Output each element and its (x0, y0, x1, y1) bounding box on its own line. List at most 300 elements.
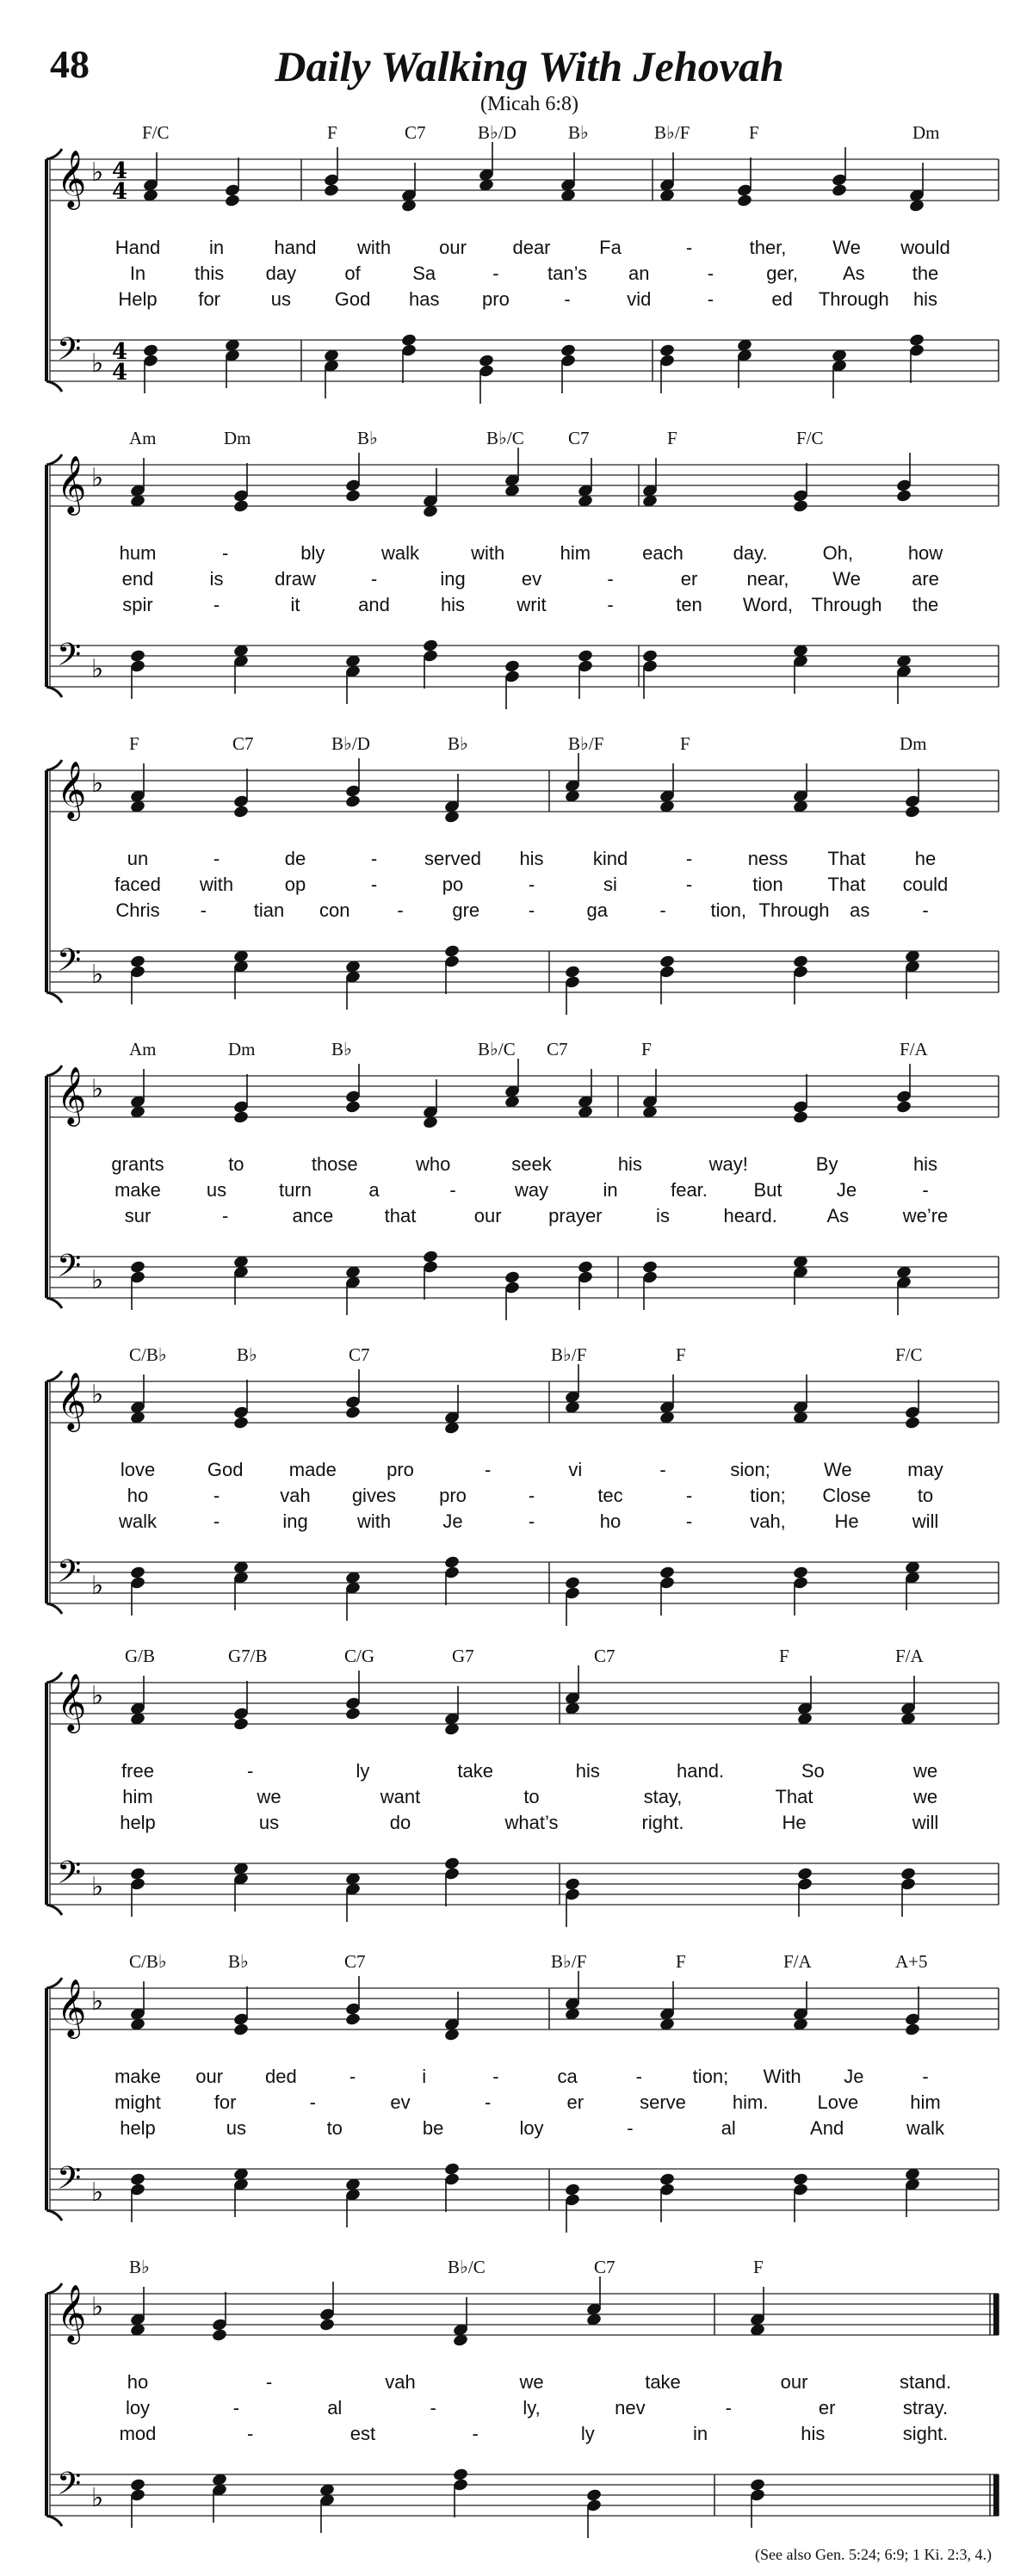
system-1 (0, 120, 1033, 422)
chord-symbol: C7 (344, 1951, 366, 1972)
key-signature-flat-icon: ♭ (91, 1074, 104, 1104)
lyric-syllable-verse-3: to (326, 2117, 343, 2139)
staff-lines (0, 2255, 1033, 2556)
treble-note-head (904, 2023, 920, 2037)
lyric-syllable-verse-2: turn (279, 1179, 312, 1201)
key-signature-flat-icon: ♭ (91, 654, 104, 684)
lyric-syllable-verse-1: hand (274, 237, 317, 258)
lyric-syllable-verse-3: - (707, 288, 714, 310)
lyric-syllable-verse-2: - (232, 2397, 240, 2418)
staff-lines (0, 1644, 1033, 1945)
lyric-syllable-verse-1: with (471, 542, 505, 564)
lyric-syllable-verse-1: ho (127, 2371, 149, 2393)
chord-symbol: F/A (895, 1646, 924, 1666)
lyric-syllable-verse-1: - (247, 1760, 254, 1782)
chord-symbol: B♭/F (551, 1344, 587, 1365)
lyric-syllable-verse-3: ed (771, 288, 793, 310)
lyric-syllable-verse-2: - (492, 263, 499, 284)
time-signature-top: 4 (112, 339, 128, 365)
bass-clef-icon: 𝄢 (57, 2160, 82, 2204)
lyric-syllable-verse-2: might (114, 2091, 161, 2113)
lyric-syllable-verse-3: help (120, 2117, 156, 2139)
treble-note-head (211, 2328, 227, 2343)
lyric-syllable-verse-2: ger, (766, 263, 798, 284)
lyric-syllable-verse-2: this (195, 263, 225, 284)
bracket-bottom-hook (46, 992, 62, 1003)
lyric-syllable-verse-1: way! (708, 1153, 748, 1175)
chord-symbol: Dm (900, 733, 927, 754)
bracket-bottom-hook (46, 687, 62, 697)
system-4 (0, 1037, 1033, 1338)
chord-symbol: Dm (224, 428, 251, 448)
lyric-syllable-verse-2: faced (114, 874, 161, 895)
lyric-syllable-verse-3: heard. (723, 1205, 777, 1226)
chord-symbol: B♭/C (478, 1039, 516, 1059)
lyric-syllable-verse-3: sight. (902, 2423, 949, 2444)
lyric-syllable-verse-3: his (801, 2423, 826, 2444)
key-signature-flat-icon: ♭ (91, 349, 104, 379)
system-3 (0, 732, 1033, 1033)
lyric-syllable-verse-1: With (763, 2066, 801, 2087)
key-signature-flat-icon: ♭ (91, 2483, 104, 2513)
lyric-syllable-verse-3: in (693, 2423, 708, 2444)
lyric-syllable-verse-1: may (907, 1459, 943, 1480)
lyric-syllable-verse-2: could (902, 874, 949, 895)
chord-symbol: B♭ (129, 2257, 150, 2277)
lyric-syllable-verse-1: - (221, 542, 229, 564)
chord-symbol: C/B♭ (129, 1344, 167, 1365)
lyric-syllable-verse-2: er (818, 2397, 836, 2418)
lyric-syllable-verse-1: ded (265, 2066, 297, 2087)
lyric-syllable-verse-3: walk (906, 2117, 945, 2139)
lyric-syllable-verse-2: of (344, 263, 361, 284)
lyric-syllable-verse-1: take (645, 2371, 681, 2393)
lyric-syllable-verse-1: kind (592, 848, 628, 869)
chord-symbol: G/B (125, 1646, 156, 1666)
lyric-syllable-verse-3: - (213, 594, 220, 615)
lyric-syllable-verse-2: - (309, 2091, 316, 2113)
chord-symbol: Am (129, 428, 157, 448)
lyric-syllable-verse-1: his (617, 1153, 642, 1175)
lyric-syllable-verse-3: right. (641, 1812, 684, 1833)
chord-symbol: C7 (349, 1344, 370, 1365)
treble-note-head (344, 1100, 361, 1115)
lyric-syllable-verse-2: But (753, 1179, 782, 1201)
lyric-syllable-verse-2: to (917, 1485, 934, 1506)
lyric-syllable-verse-2: - (685, 1485, 693, 1506)
lyric-syllable-verse-3: spir (122, 594, 153, 615)
lyric-syllable-verse-3: vah, (750, 1510, 786, 1532)
bracket-bottom-hook (46, 381, 62, 392)
lyric-syllable-verse-1: day. (733, 542, 768, 564)
lyric-syllable-verse-2: That (827, 874, 866, 895)
lyric-syllable-verse-1: Oh, (822, 542, 854, 564)
chord-symbol: Dm (912, 122, 940, 143)
lyric-syllable-verse-1: him (560, 542, 591, 564)
chord-symbol: F (676, 1344, 686, 1365)
chord-symbol: F (676, 1951, 686, 1972)
bass-clef-icon: 𝄢 (57, 1554, 82, 1597)
chord-symbol: B♭/F (654, 122, 690, 143)
lyric-syllable-verse-3: with (356, 1510, 392, 1532)
lyric-syllable-verse-1: with (356, 237, 392, 258)
lyric-syllable-verse-1: That (827, 848, 866, 869)
lyric-syllable-verse-3: ing (282, 1510, 308, 1532)
chord-symbol: C/B♭ (129, 1951, 167, 1972)
chord-symbol: G7/B (228, 1646, 268, 1666)
chord-symbol: B♭/C (448, 2257, 486, 2277)
lyric-syllable-verse-3: Through (811, 594, 882, 615)
chord-symbol: F/A (783, 1951, 812, 1972)
key-signature-flat-icon: ♭ (91, 158, 104, 188)
lyric-syllable-verse-3: - (922, 899, 929, 921)
lyric-syllable-verse-1: tion; (692, 2066, 729, 2087)
lyric-syllable-verse-3: He (834, 1510, 859, 1532)
chord-symbol: A+5 (895, 1951, 928, 1972)
lyric-syllable-verse-1: i (422, 2066, 427, 2087)
lyric-syllable-verse-1: So (801, 1760, 825, 1782)
chord-symbol: B♭/D (478, 122, 516, 143)
treble-note-head (736, 194, 752, 208)
chord-symbol: B♭ (228, 1951, 249, 1972)
lyric-syllable-verse-3: our (473, 1205, 502, 1226)
treble-clef-icon: 𝄞 (57, 454, 87, 513)
treble-clef-icon: 𝄞 (57, 2283, 87, 2342)
chord-symbol: F (680, 733, 690, 754)
lyric-syllable-verse-3: his (912, 288, 938, 310)
lyric-syllable-verse-3: Through (758, 899, 830, 921)
lyric-syllable-verse-2: po (442, 874, 464, 895)
chord-symbol: B♭ (568, 122, 589, 143)
system-6 (0, 1644, 1033, 1945)
lyric-syllable-verse-2: stay, (643, 1786, 683, 1807)
chord-symbol: C/G (344, 1646, 375, 1666)
lyric-syllable-verse-2: day (265, 263, 297, 284)
treble-note-head (232, 805, 249, 819)
key-signature-flat-icon: ♭ (91, 1872, 104, 1902)
treble-note-head (792, 499, 808, 514)
lyric-syllable-verse-3: Help (118, 288, 158, 310)
lyric-syllable-verse-2: for (213, 2091, 237, 2113)
lyric-syllable-verse-1: our (439, 237, 467, 258)
lyric-syllable-verse-2: - (484, 2091, 492, 2113)
lyric-syllable-verse-1: each (642, 542, 684, 564)
treble-note-head (319, 2318, 335, 2332)
lyric-syllable-verse-2: him (910, 2091, 941, 2113)
lyric-syllable-verse-3: us (258, 1812, 280, 1833)
lyric-syllable-verse-2: - (528, 1485, 535, 1506)
lyric-syllable-verse-3: gre (452, 899, 480, 921)
lyric-syllable-verse-3: as (850, 899, 870, 921)
lyric-syllable-verse-3: ten (676, 594, 702, 615)
lyric-syllable-verse-3: - (213, 1510, 220, 1532)
key-signature-flat-icon: ♭ (91, 960, 104, 990)
lyric-syllable-verse-3: writ (516, 594, 547, 615)
lyric-syllable-verse-1: make (114, 2066, 161, 2087)
lyric-syllable-verse-3: we’re (902, 1205, 949, 1226)
lyric-syllable-verse-2: ly, (523, 2397, 541, 2418)
lyric-syllable-verse-3: us (270, 288, 291, 310)
bass-clef-icon: 𝄢 (57, 1855, 82, 1899)
treble-note-head (344, 1707, 361, 1721)
lyric-syllable-verse-1: sion; (730, 1459, 770, 1480)
lyric-syllable-verse-3: - (200, 899, 207, 921)
lyric-syllable-verse-3: the (912, 594, 939, 615)
staff-lines (0, 426, 1033, 727)
lyric-syllable-verse-1: our (780, 2371, 808, 2393)
key-signature-flat-icon: ♭ (91, 1265, 104, 1295)
lyric-syllable-verse-1: pro (387, 1459, 414, 1480)
lyric-syllable-verse-1: - (213, 848, 220, 869)
treble-note-head (904, 1416, 920, 1430)
chord-symbol: F (749, 122, 759, 143)
lyric-syllable-verse-2: we (257, 1786, 281, 1807)
treble-note-head (344, 489, 361, 503)
key-signature-flat-icon: ♭ (91, 463, 104, 493)
lyric-syllable-verse-2: us (206, 1179, 227, 1201)
lyric-syllable-verse-2: That (775, 1786, 813, 1807)
lyric-syllable-verse-2: - (685, 874, 693, 895)
key-signature-flat-icon: ♭ (91, 2178, 104, 2208)
lyric-syllable-verse-1: how (907, 542, 943, 564)
lyric-syllable-verse-3: - (627, 2117, 634, 2139)
lyric-syllable-verse-1: grants (111, 1153, 164, 1175)
key-signature-flat-icon: ♭ (91, 1571, 104, 1601)
lyric-syllable-verse-3: ga (586, 899, 608, 921)
system-7 (0, 1949, 1033, 2251)
lyric-syllable-verse-2: - (370, 568, 378, 590)
lyric-syllable-verse-2: tion; (750, 1485, 786, 1506)
treble-clef-icon: 𝄞 (57, 1371, 87, 1430)
lyric-syllable-verse-2: op (284, 874, 306, 895)
treble-note-head (792, 1110, 808, 1125)
treble-clef-icon: 𝄞 (57, 760, 87, 819)
chord-symbol: B♭/D (331, 733, 370, 754)
chord-symbol: B♭/F (551, 1951, 587, 1972)
lyric-syllable-verse-1: - (370, 848, 378, 869)
lyric-syllable-verse-2: Love (817, 2091, 859, 2113)
staff-lines (0, 120, 1033, 422)
lyric-syllable-verse-3: - (659, 899, 666, 921)
lyric-syllable-verse-2: want (380, 1786, 421, 1807)
lyric-syllable-verse-2: him. (732, 2091, 769, 2113)
lyric-syllable-verse-2: nev (615, 2397, 646, 2418)
time-signature-bottom: 4 (112, 360, 128, 386)
lyric-syllable-verse-3: vid (627, 288, 652, 310)
chord-symbol: C7 (547, 1039, 568, 1059)
staff-lines (0, 1343, 1033, 1644)
chord-symbol: F (129, 733, 139, 754)
lyric-syllable-verse-3: for (198, 288, 221, 310)
lyric-syllable-verse-1: - (265, 2371, 273, 2393)
lyric-syllable-verse-2: fear. (671, 1179, 708, 1201)
lyric-syllable-verse-1: seek (511, 1153, 552, 1175)
bracket-bottom-hook (46, 2516, 62, 2526)
chord-symbol: F (779, 1646, 789, 1666)
lyric-syllable-verse-2: near, (746, 568, 789, 590)
bass-clef-icon: 𝄢 (57, 2466, 82, 2510)
treble-note-head (232, 1110, 249, 1125)
lyric-syllable-verse-1: - (659, 1459, 666, 1480)
lyric-syllable-verse-1: his (519, 848, 544, 869)
treble-note-head (323, 183, 339, 198)
lyric-syllable-verse-3: walk (118, 1510, 158, 1532)
lyric-syllable-verse-3: As (826, 1205, 850, 1226)
lyric-syllable-verse-1: hum (119, 542, 157, 564)
lyric-syllable-verse-3: - (247, 2423, 254, 2444)
lyric-syllable-verse-1: un (127, 848, 149, 869)
lyric-syllable-verse-1: we (912, 1760, 938, 1782)
lyric-syllable-verse-1: stand. (900, 2371, 951, 2393)
lyric-syllable-verse-2: way (514, 1179, 549, 1201)
treble-note-head (232, 1717, 249, 1732)
treble-clef-icon: 𝄞 (57, 149, 87, 207)
lyric-syllable-verse-3: and (358, 594, 390, 615)
time-signature-top: 4 (112, 158, 128, 184)
lyric-syllable-verse-2: Close (822, 1485, 871, 1506)
lyric-syllable-verse-2: - (528, 874, 535, 895)
lyric-syllable-verse-2: draw (275, 568, 316, 590)
lyric-syllable-verse-2: loy (125, 2397, 151, 2418)
lyric-syllable-verse-2: Sa (412, 263, 436, 284)
chord-symbol: B♭/C (486, 428, 524, 448)
lyric-syllable-verse-1: ness (747, 848, 789, 869)
treble-note-head (232, 1416, 249, 1430)
bracket-bottom-hook (46, 2210, 62, 2221)
bracket-bottom-hook (46, 1905, 62, 1915)
lyric-syllable-verse-2: a (368, 1179, 380, 1201)
lyric-syllable-verse-3: loy (519, 2117, 544, 2139)
chord-symbol: C7 (232, 733, 254, 754)
key-signature-flat-icon: ♭ (91, 1986, 104, 2017)
chord-symbol: G7 (452, 1646, 474, 1666)
treble-note-head (232, 499, 249, 514)
lyric-syllable-verse-1: to (228, 1153, 244, 1175)
treble-clef-icon: 𝄞 (57, 1978, 87, 2036)
lyric-syllable-verse-3: - (528, 899, 535, 921)
scripture-footnote: (See also Gen. 5:24; 6:9; 1 Ki. 2:3, 4.) (755, 2546, 992, 2563)
lyric-syllable-verse-1: in (208, 237, 225, 258)
lyric-syllable-verse-1: de (284, 848, 306, 869)
chord-symbol: C7 (594, 2257, 615, 2277)
lyric-syllable-verse-1: - (685, 237, 693, 258)
lyric-syllable-verse-3: will (912, 1510, 939, 1532)
lyric-syllable-verse-3: Je (442, 1510, 463, 1532)
treble-note-head (904, 805, 920, 819)
lyric-syllable-verse-1: made (288, 1459, 337, 1480)
scripture-reference: (Micah 6:8) (480, 93, 578, 115)
lyric-syllable-verse-2: - (213, 1485, 220, 1506)
lyric-syllable-verse-3: what’s (504, 1812, 559, 1833)
lyric-syllable-verse-1: - (685, 848, 693, 869)
lyric-syllable-verse-2: er (566, 2091, 585, 2113)
lyric-syllable-verse-1: ther, (749, 237, 787, 258)
chord-symbol: Am (129, 1039, 157, 1059)
hymn-number: 48 (50, 42, 90, 86)
chord-symbol: F/C (796, 428, 824, 448)
lyric-syllable-verse-3: sur (124, 1205, 152, 1226)
chord-symbol: C7 (594, 1646, 615, 1666)
system-5 (0, 1343, 1033, 1644)
lyric-syllable-verse-1: our (195, 2066, 224, 2087)
lyric-syllable-verse-2: pro (439, 1485, 467, 1506)
lyric-syllable-verse-2: are (912, 568, 939, 590)
chord-symbol: B♭/F (568, 733, 604, 754)
lyric-syllable-verse-3: - (528, 1510, 535, 1532)
lyric-syllable-verse-3: Word, (742, 594, 794, 615)
lyric-syllable-verse-2: an (628, 263, 650, 284)
bracket-bottom-hook (46, 1603, 62, 1614)
lyric-syllable-verse-1: Je (844, 2066, 864, 2087)
chord-symbol: F (641, 1039, 652, 1059)
lyric-syllable-verse-1: - (922, 2066, 929, 2087)
lyric-syllable-verse-1: vah (385, 2371, 416, 2393)
treble-clef-icon: 𝄞 (57, 1672, 87, 1731)
lyric-syllable-verse-3: is (656, 1205, 670, 1226)
lyric-syllable-verse-3: pro (482, 288, 510, 310)
key-signature-flat-icon: ♭ (91, 769, 104, 799)
hymn-title: Daily Walking With Jehovah (275, 42, 784, 90)
lyric-syllable-verse-1: By (815, 1153, 838, 1175)
bass-clef-icon: 𝄢 (57, 331, 82, 375)
lyric-syllable-verse-2: - (922, 1179, 929, 1201)
lyric-syllable-verse-3: help (120, 1812, 156, 1833)
treble-note-head (831, 183, 847, 198)
treble-note-head (344, 794, 361, 809)
lyric-syllable-verse-2: - (607, 568, 614, 590)
lyric-syllable-verse-2: In (129, 263, 146, 284)
chord-symbol: Dm (228, 1039, 256, 1059)
lyric-syllable-verse-2: is (209, 568, 224, 590)
lyric-syllable-verse-1: ly (356, 1760, 370, 1782)
lyric-syllable-verse-3: - (221, 1205, 229, 1226)
lyric-syllable-verse-1: would (900, 237, 950, 258)
treble-clef-icon: 𝄞 (57, 1066, 87, 1124)
lyric-syllable-verse-2: to (523, 1786, 540, 1807)
lyric-syllable-verse-2: the (912, 263, 939, 284)
lyric-syllable-verse-2: him (122, 1786, 153, 1807)
chord-symbol: F (667, 428, 677, 448)
treble-note-head (344, 1405, 361, 1420)
lyric-syllable-verse-3: ance (292, 1205, 334, 1226)
lyric-syllable-verse-3: - (564, 288, 571, 310)
lyric-syllable-verse-1: We (824, 1459, 852, 1480)
lyric-syllable-verse-3: - (397, 899, 404, 921)
lyric-syllable-verse-2: We (832, 568, 861, 590)
lyric-syllable-verse-2: - (430, 2397, 436, 2418)
chord-symbol: F (753, 2257, 764, 2277)
lyric-syllable-verse-3: be (422, 2117, 444, 2139)
lyric-syllable-verse-1: walk (380, 542, 420, 564)
lyric-syllable-verse-2: - (725, 2397, 732, 2418)
lyric-syllable-verse-3: - (472, 2423, 479, 2444)
lyric-syllable-verse-3: will (912, 1812, 939, 1833)
lyric-syllable-verse-2: ev (390, 2091, 411, 2113)
lyric-syllable-verse-2: vah (280, 1485, 311, 1506)
lyric-syllable-verse-2: end (121, 568, 154, 590)
chord-symbol: B♭ (448, 733, 468, 754)
bass-clef-icon: 𝄢 (57, 1248, 82, 1292)
bracket-bottom-hook (46, 1298, 62, 1308)
lyric-syllable-verse-3: ho (599, 1510, 622, 1532)
chord-symbol: B♭ (237, 1344, 257, 1365)
lyric-syllable-verse-2: tec (597, 1485, 623, 1506)
lyric-syllable-verse-2: gives (351, 1485, 397, 1506)
lyric-syllable-verse-2: - (707, 263, 714, 284)
lyric-syllable-verse-2: serve (640, 2091, 686, 2113)
chord-symbol: B♭ (331, 1039, 352, 1059)
lyric-syllable-verse-1: served (424, 848, 482, 869)
